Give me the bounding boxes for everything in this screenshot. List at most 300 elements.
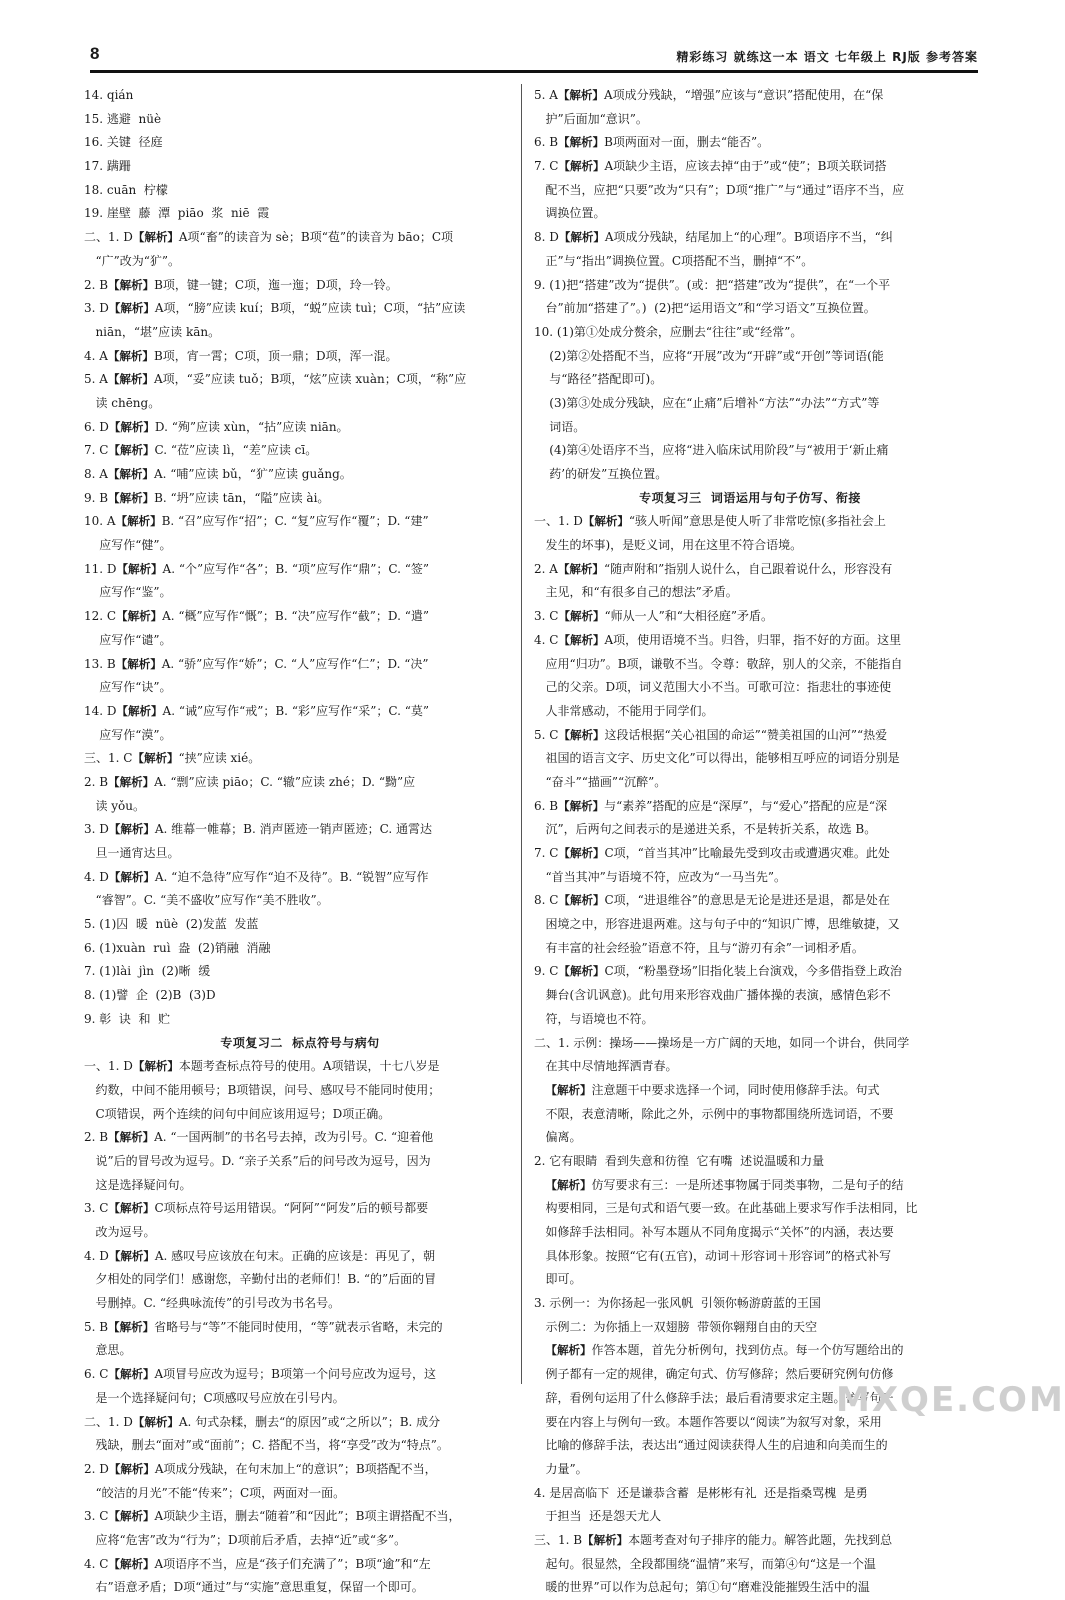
line-rest: A项成分残缺，“增强”应该与“意识”搭配使用，在“保 xyxy=(603,88,884,102)
answer-line xyxy=(84,226,516,250)
answer-line xyxy=(84,345,516,369)
analysis-label: 【解析】 xyxy=(108,1509,155,1524)
line-text: 一、1. D xyxy=(534,514,583,529)
line-text: 困境之中，形容进退两难。这与句子中的“知识广博，思维敏捷，又 xyxy=(534,917,900,932)
answer-line xyxy=(84,913,516,937)
line-text: 起句。很显然，全段都围绕“温情”来写，而第④句“这是一个温 xyxy=(534,1556,876,1571)
answer-line xyxy=(534,937,966,961)
line-text: 6. D xyxy=(84,419,109,434)
line-text: 己的父亲。D项，词义范围大小不当。可歌可泣：指悲壮的事迹使 xyxy=(534,680,892,695)
answer-line xyxy=(84,984,516,1008)
answer-line xyxy=(534,463,966,487)
analysis-label: 【解析】 xyxy=(108,869,155,884)
answer-line xyxy=(534,1434,966,1458)
answer-line xyxy=(84,724,516,748)
line-rest: A项，使用语境不当。归咎，归罪，指不好的方面。这里 xyxy=(604,632,902,647)
line-rest: A. “概”应写作“慨”；B. “决”应写作“截”；D. “遣” xyxy=(162,609,430,624)
analysis-label: 【解析】 xyxy=(558,964,605,979)
line-rest: A. “个”应写作“各”；B. “项”应写作“鼎”；C. “签” xyxy=(162,561,430,576)
answer-line xyxy=(534,226,966,250)
answer-line xyxy=(84,131,516,155)
analysis-label: 【解析】 xyxy=(108,1556,155,1571)
answer-line xyxy=(84,510,516,534)
analysis-label: 【解析】 xyxy=(108,774,155,789)
answer-line xyxy=(534,1458,966,1482)
answer-line xyxy=(534,1316,966,1340)
line-text: 7. C xyxy=(534,846,559,860)
line-text: 4. 是居高临下 还是谦恭含蓄 是彬彬有礼 还是指桑骂槐 是勇 xyxy=(534,1485,868,1500)
line-text: 3. C xyxy=(534,609,559,624)
answer-line xyxy=(84,487,516,511)
line-text: 三、1. C xyxy=(84,751,133,766)
answer-line xyxy=(534,676,966,700)
line-text: 4. D xyxy=(84,869,109,884)
page-header xyxy=(90,40,978,74)
line-rest: A项成分残缺，在句末加上“的意识”；B项搭配不当， xyxy=(154,1461,437,1476)
answer-line xyxy=(84,937,516,961)
answer-line xyxy=(534,747,966,771)
analysis-label: 【解析】 xyxy=(132,1414,179,1429)
analysis-label: 【解析】 xyxy=(108,1130,155,1145)
answer-line xyxy=(84,747,516,771)
line-rest: 与“素养”搭配的应是“深厚”，与“爱心”搭配的应是“深 xyxy=(604,798,888,813)
header-rule xyxy=(90,70,978,73)
answer-line xyxy=(84,795,516,819)
answer-line xyxy=(84,605,516,629)
answer-line xyxy=(84,1055,516,1079)
answer-line xyxy=(534,179,966,203)
line-text: 10. (1)第①处成分赘余，应删去“往往”或“经常”。 xyxy=(534,324,803,339)
answer-line xyxy=(534,274,966,298)
answer-line xyxy=(534,1174,966,1198)
line-text: 9. (1)把“搭建”改为“提供”。(或：把“搭建”改为“提供”，在“一个平 xyxy=(534,277,891,292)
line-text: 与“路径”搭配即可)。 xyxy=(534,372,663,387)
line-text: 3. C xyxy=(84,1509,109,1524)
answer-line xyxy=(534,392,966,416)
line-text: 比喻的修辞手法，表达出“通过阅读获得人生的启迪和向美而生的 xyxy=(534,1438,888,1453)
analysis-label: 【解析】 xyxy=(116,703,163,718)
analysis-label: 【解析】 xyxy=(545,1343,592,1358)
line-text: 配不当，应把“只要”改为“只有”；D项“推广”与“通过”语序不当，应 xyxy=(534,182,905,197)
line-rest: C项，“进退维谷”的意思是无论是进还是退，都是处在 xyxy=(604,893,890,908)
line-rest: A项，“妥”应读 tuǒ；B项，“炫”应读 xuàn；C项，“称”应 xyxy=(153,372,467,387)
line-text: (3)第③处成分残缺，应在“止痛”后增补“方法”“办法”“方式”等 xyxy=(534,395,880,410)
line-text: 8. A xyxy=(84,467,108,481)
analysis-label: 【解析】 xyxy=(545,1082,592,1097)
answer-line xyxy=(84,842,516,866)
answer-line xyxy=(84,108,516,132)
line-text: 要在内容上与例句一致。本题作答要以“阅读”为叙写对象，采用 xyxy=(534,1414,882,1429)
line-text: 11. D xyxy=(84,561,117,576)
answer-line xyxy=(534,250,966,274)
line-text: 祖国的语言文字、历史文化”可以得出，能够相互呼应的词语分别是 xyxy=(534,751,900,766)
answer-line xyxy=(84,392,516,416)
line-text: 主见，和“有很多自己的想法”矛盾。 xyxy=(534,585,738,600)
line-text: 即可。 xyxy=(534,1272,582,1287)
line-rest: “挟”应读 xié。 xyxy=(178,751,261,766)
answer-line xyxy=(84,653,516,677)
line-text: 6. B xyxy=(534,135,559,150)
answer-line xyxy=(84,1150,516,1174)
answer-line xyxy=(84,1553,516,1577)
answer-line xyxy=(534,581,966,605)
line-text: 于担当 还是怨天尤人 xyxy=(534,1509,662,1524)
line-text: 调换位置。 xyxy=(534,206,606,221)
answer-line xyxy=(84,558,516,582)
answer-line xyxy=(534,1505,966,1529)
left-column xyxy=(84,84,516,1600)
line-text xyxy=(534,1178,545,1192)
line-rest: 本题考查对句子排序的能力。解答此题，先找到总 xyxy=(628,1532,893,1547)
answer-line xyxy=(84,960,516,984)
line-text: 有丰富的社会经验”语意不符，且与“游刃有余”一词相矛盾。 xyxy=(534,940,864,955)
answer-line xyxy=(84,179,516,203)
line-text: 4. A xyxy=(84,348,108,363)
line-text: 是一个选择疑问句；C项感叹号应放在引号内。 xyxy=(84,1390,345,1405)
line-rest: A. 感叹号应该放在句末。正确的应该是：再见了，朝 xyxy=(154,1248,436,1263)
line-text: 偏离。 xyxy=(534,1130,582,1145)
answer-line xyxy=(534,345,966,369)
answer-line xyxy=(534,605,966,629)
line-text: 右”语意矛盾；D项“通过”与“实施”意思重复，保留一个即可。 xyxy=(84,1580,424,1595)
line-text: 二、1. 示例：操场——操场是一方广阔的天地，如同一个讲台，供同学 xyxy=(534,1035,910,1050)
line-text: 2. 它有眼睛 看到失意和彷徨 它有嘴 述说温暖和力量 xyxy=(534,1153,825,1168)
answer-line xyxy=(534,1576,966,1600)
answer-line xyxy=(84,84,516,108)
line-rest: 注意题干中要求选择一个词，同时使用修辞手法。句式 xyxy=(591,1082,880,1097)
line-text: 15. 逃避 nüè xyxy=(84,111,162,126)
line-rest: B项两面对一面，删去“能否”。 xyxy=(604,135,770,150)
answer-line xyxy=(84,1126,516,1150)
answer-line xyxy=(534,700,966,724)
answer-line xyxy=(534,321,966,345)
analysis-label: 【解析】 xyxy=(108,1367,155,1382)
line-text: 应写作“谴”。 xyxy=(84,632,172,647)
answer-line xyxy=(534,1482,966,1506)
line-rest: C项，“粉墨登场”旧指化装上台演戏，今多借指登上政治 xyxy=(604,964,902,979)
line-rest: A. “骄”应写作“娇”；C. “人”应写作“仁”；D. “决” xyxy=(161,656,429,671)
line-rest: A. 句式杂糅，删去“的原因”或“之所以”；B. 成分 xyxy=(178,1414,441,1429)
line-text: 应写作“鉴”。 xyxy=(84,585,172,600)
line-text: 5. B xyxy=(84,1319,109,1334)
line-text: 应用“归功”。B项，谦敬不当。令尊：敬辞，别人的父亲，不能指自 xyxy=(534,656,903,671)
answer-line xyxy=(84,202,516,226)
analysis-label: 【解析】 xyxy=(108,1461,155,1476)
analysis-label: 【解析】 xyxy=(108,1319,155,1334)
line-rest: A. 维幕一帷幕；B. 消声匿迹一销声匿迹；C. 通霄达 xyxy=(154,822,433,837)
answer-line xyxy=(84,321,516,345)
line-text: “首当其冲”与语境不符，应改为“一马当先”。 xyxy=(534,869,786,884)
line-text: 4. C xyxy=(84,1556,109,1571)
analysis-label: 【解析】 xyxy=(108,277,155,292)
analysis-label: 【解析】 xyxy=(108,822,155,837)
line-rest: A项，“膀”应读 kuí；B项，“蜕”应读 tuì；C项，“拈”应读 xyxy=(154,301,466,316)
answer-line xyxy=(84,297,516,321)
line-text: 在其中尽情地挥洒青春。 xyxy=(534,1059,678,1074)
line-text: 2. B xyxy=(84,277,109,292)
line-text: 二、1. D xyxy=(84,230,133,245)
answer-line xyxy=(84,1103,516,1127)
analysis-label: 【解析】 xyxy=(557,88,604,102)
line-text: 17. 蹒跚 xyxy=(84,159,131,174)
line-text: 9. B xyxy=(84,490,109,505)
line-text: 19. 崖壁 藤 潭 piāo 浆 niē 霞 xyxy=(84,206,270,221)
answer-line xyxy=(534,984,966,1008)
analysis-label: 【解析】 xyxy=(558,609,605,624)
answer-line xyxy=(534,653,966,677)
line-text: 夕相处的同学们！感谢您，辛勤付出的老师们！B. “的”后面的冒 xyxy=(84,1272,437,1287)
line-text: 符，与语境也不符。 xyxy=(534,1011,654,1026)
answer-line xyxy=(534,1103,966,1127)
answer-line xyxy=(84,1505,516,1529)
line-rest: 作答本题，首先分析例句，找到仿点。每一个仿写题给出的 xyxy=(591,1343,904,1358)
answer-line xyxy=(84,1387,516,1411)
answer-line xyxy=(84,866,516,890)
line-text: 应写作“诀”。 xyxy=(84,680,172,695)
answer-line xyxy=(534,510,966,534)
line-text: 8. D xyxy=(534,230,559,245)
answer-line xyxy=(534,771,966,795)
analysis-label: 【解析】 xyxy=(116,609,163,624)
answer-line xyxy=(84,463,516,487)
line-text: (4)第④处语序不当，应将“进入临床试用阶段”与“被用于‘新止痛 xyxy=(534,443,889,458)
line-text: 3. 示例一：为你扬起一张风帆 引领你畅游蔚蓝的王国 xyxy=(534,1296,821,1311)
line-text: “睿智”。C. “美不盛收”应写作“美不胜收”。 xyxy=(84,893,329,908)
line-text: 6. (1)xuàn ruì 盎 (2)销融 消融 xyxy=(84,940,271,955)
answer-line xyxy=(84,1339,516,1363)
answer-line xyxy=(534,1079,966,1103)
line-text: 5. (1)囚 暖 nüè (2)发蓝 发蓝 xyxy=(84,917,259,932)
answer-line xyxy=(84,1363,516,1387)
line-text: 辞，看例句运用了什么修辞手法；最后看清要求定主题。仿写句子 xyxy=(534,1390,894,1405)
line-rest: A. “诫”应写作“戒”；B. “彩”应写作“采”；C. “莫” xyxy=(162,703,430,718)
line-text: 残缺，删去“面对”或“面前”；C. 搭配不当，将“享受”改为“特点”。 xyxy=(84,1438,449,1453)
line-text: 9. C xyxy=(534,964,559,979)
analysis-label: 【解析】 xyxy=(115,656,162,671)
answer-line xyxy=(534,866,966,890)
line-text: 应写作“健”。 xyxy=(84,538,172,553)
line-text: 14. qián xyxy=(84,88,134,102)
answer-line xyxy=(84,1458,516,1482)
line-text: 例子都有一定的规律，确定句式、仿写修辞；然后要研究例句仿修 xyxy=(534,1367,894,1382)
line-text: 2. B xyxy=(84,774,109,789)
line-text: 人非常感动，不能用于同学们。 xyxy=(534,703,714,718)
analysis-label: 【解析】 xyxy=(558,135,605,150)
line-rest: C项标点符号运用错误。“阿阿”“阿发”后的顿号都要 xyxy=(154,1201,429,1216)
line-text: 3. D xyxy=(84,822,109,837)
line-text: 暖的世界”可以作为总起句；第①句“磨难没能摧毁生活中的温 xyxy=(534,1580,870,1595)
line-text: 6. B xyxy=(534,798,559,813)
answer-line xyxy=(84,629,516,653)
line-text: 8. (1)譬 企 (2)B (3)D xyxy=(84,988,216,1003)
line-rest: C项，“首当其冲”比喻最先受到攻击或遭遇灾难。此处 xyxy=(604,846,890,860)
answer-line xyxy=(84,1079,516,1103)
page-number: 8 xyxy=(90,44,100,63)
analysis-label: 【解析】 xyxy=(108,301,155,316)
answer-line xyxy=(534,84,966,108)
answer-line xyxy=(534,108,966,132)
line-text: 应将“危害”改为“行为”；D项前后矛盾，去掉“近”或“多”。 xyxy=(84,1532,407,1547)
answer-line xyxy=(534,1268,966,1292)
answer-line xyxy=(534,1126,966,1150)
answer-line xyxy=(84,1316,516,1340)
analysis-label: 【解析】 xyxy=(132,230,179,245)
line-rest: 这段话根据“关心祖国的命运”“赞美祖国的山河”“热爱 xyxy=(604,727,888,742)
line-text: 5. C xyxy=(534,727,559,742)
answer-line xyxy=(534,368,966,392)
line-text: 7. (1)lài jìn (2)晰 缓 xyxy=(84,964,211,979)
line-rest: “随声附和”指别人说什么，自己跟着说什么，形容没有 xyxy=(603,561,893,576)
line-text: 旦一通宵达旦。 xyxy=(84,846,180,860)
analysis-label: 【解析】 xyxy=(108,419,155,434)
section-heading: 专项复习二 标点符号与病句 xyxy=(220,1035,380,1050)
column-divider xyxy=(521,84,522,1384)
answer-line xyxy=(84,368,516,392)
line-text: 药’的研发”互换位置。 xyxy=(534,467,668,481)
answer-line xyxy=(534,155,966,179)
analysis-label: 【解析】 xyxy=(107,372,154,387)
line-text: 护”后面加“意识”。 xyxy=(534,111,648,126)
answer-line xyxy=(84,818,516,842)
line-text: “皎洁的月光”不能“传来”；C项，两面对一面。 xyxy=(84,1485,346,1500)
answer-line xyxy=(534,913,966,937)
line-rest: 省略号与“等”不能同时使用，“等”就表示省略，未完的 xyxy=(154,1319,443,1334)
section-heading: 专项复习三 词语运用与句子仿写、衔接 xyxy=(639,490,861,505)
line-text: 2. B xyxy=(84,1130,109,1145)
line-rest: B. “召”应写作“招”；C. “复”应写作“覆”；D. “建” xyxy=(161,514,429,529)
analysis-label: 【解析】 xyxy=(558,727,605,742)
line-text: 14. D xyxy=(84,703,117,718)
answer-line xyxy=(84,250,516,274)
line-text: 13. B xyxy=(84,656,116,671)
line-text: (2)第②处搭配不当，应将“开展”改为“开辟”或“开创”等词语(能 xyxy=(534,348,884,363)
analysis-label: 【解析】 xyxy=(558,846,605,860)
line-rest: A. “剽”应读 piāo；C. “辙”应读 zhé；D. “黝”应 xyxy=(154,774,416,789)
line-text: “广”改为“犷”。 xyxy=(84,253,180,268)
answer-line xyxy=(84,155,516,179)
line-text: 应写作“漠”。 xyxy=(84,727,172,742)
analysis-label: 【解析】 xyxy=(108,1248,155,1263)
answer-line xyxy=(84,534,516,558)
analysis-label: 【解析】 xyxy=(558,632,605,647)
answer-line xyxy=(534,558,966,582)
answer-line xyxy=(534,1339,966,1363)
line-text: 说”后的冒号改为逗号。D. “亲子关系”后的问号改为逗号，因为 xyxy=(84,1153,431,1168)
line-text: 读 yǒu。 xyxy=(84,798,145,813)
line-rest: A. “迫不急待”应写作“迫不及待”。B. “锐智”应写作 xyxy=(154,869,429,884)
line-rest: A项冒号应改为逗号；B项第一个问号应改为逗号，这 xyxy=(154,1367,436,1382)
analysis-label: 【解析】 xyxy=(107,467,154,481)
answer-line xyxy=(534,1150,966,1174)
answer-line xyxy=(534,818,966,842)
line-text xyxy=(534,1343,545,1357)
line-text: 二、1. D xyxy=(84,1414,133,1429)
watermark: MXQE.COM xyxy=(836,1380,1065,1420)
line-rest: “师从一人”和“大相径庭”矛盾。 xyxy=(604,609,773,624)
answer-line xyxy=(84,889,516,913)
line-text: 沉”，后两句之间表示的是递进关系，不是转折关系，故选 B。 xyxy=(534,822,877,837)
line-rest: A项“畜”的读音为 sè；B项“苞”的读音为 bāo；C项 xyxy=(178,230,454,245)
line-rest: A项缺少主语，删去“随着”和“因此”；B项主谓搭配不当， xyxy=(154,1509,461,1524)
answer-line xyxy=(84,1292,516,1316)
line-text: 一、1. D xyxy=(84,1059,133,1074)
line-text: 词语。 xyxy=(534,419,586,434)
line-text: 7. C xyxy=(534,159,559,174)
line-text: 8. C xyxy=(534,893,559,908)
analysis-label: 【解析】 xyxy=(108,1201,155,1216)
answer-line xyxy=(84,1221,516,1245)
line-text: 3. D xyxy=(84,301,109,316)
answer-line xyxy=(534,1245,966,1269)
analysis-label: 【解析】 xyxy=(558,159,605,174)
line-text: 4. C xyxy=(534,632,559,647)
answer-line xyxy=(534,724,966,748)
line-text xyxy=(534,1083,545,1097)
answer-line xyxy=(84,1576,516,1600)
answer-line xyxy=(534,1197,966,1221)
answer-line xyxy=(534,960,966,984)
analysis-label: 【解析】 xyxy=(582,514,629,529)
line-text: 具体形象。按照“它有(五官)，动词＋形容词＋形容词”的格式补写 xyxy=(534,1248,892,1263)
line-text: 18. cuān 柠檬 xyxy=(84,182,168,197)
line-text: 这是选择疑问句。 xyxy=(84,1177,192,1192)
answer-line xyxy=(534,1032,966,1056)
answer-line xyxy=(84,1245,516,1269)
line-text: 力量”。 xyxy=(534,1461,588,1476)
answer-line xyxy=(534,416,966,440)
right-column xyxy=(534,84,966,1600)
answer-line xyxy=(84,581,516,605)
analysis-label: 【解析】 xyxy=(132,751,179,766)
answer-line xyxy=(534,795,966,819)
line-text: 发生的坏事)，是贬义词，用在这里不符合语境。 xyxy=(534,538,803,553)
line-text: 三、1. B xyxy=(534,1532,583,1547)
line-text: 2. A xyxy=(534,561,558,576)
answer-line xyxy=(84,771,516,795)
line-text: 舞台(含讥讽意)。此句用来形容戏曲广播体操的表演，感情色彩不 xyxy=(534,988,891,1003)
analysis-label: 【解析】 xyxy=(108,443,155,458)
line-text: 2. D xyxy=(84,1461,109,1476)
line-text: 5. A xyxy=(84,372,108,387)
answer-line xyxy=(534,131,966,155)
line-rest: A. “一国两制”的书名号去掉，改为引号。C. “迎着他 xyxy=(154,1130,434,1145)
line-rest: 仿写要求有三：一是所述事物属于同类事物，二是句子的结 xyxy=(591,1177,904,1192)
analysis-label: 【解析】 xyxy=(115,514,162,529)
line-text: 示例二：为你插上一双翅膀 带领你翱翔自由的天空 xyxy=(534,1319,818,1334)
line-text: 读 chēng。 xyxy=(84,395,161,410)
line-text: 改为逗号。 xyxy=(84,1225,156,1239)
line-text: 3. C xyxy=(84,1201,109,1216)
answer-line xyxy=(84,676,516,700)
line-rest: “骇人听闻”意思是使人听了非常吃惊(多指社会上 xyxy=(628,514,886,529)
answer-line xyxy=(534,1221,966,1245)
answer-line xyxy=(84,1482,516,1506)
line-text: 7. C xyxy=(84,443,109,458)
answer-line xyxy=(534,1529,966,1553)
line-text: 16. 关键 径庭 xyxy=(84,135,163,150)
line-rest: A项成分残缺，结尾加上“的心理”。B项语序不当，“纠 xyxy=(604,230,893,245)
answer-line xyxy=(84,1268,516,1292)
analysis-label: 【解析】 xyxy=(582,1532,629,1547)
answer-line xyxy=(534,297,966,321)
answer-line xyxy=(84,1197,516,1221)
line-text: 10. A xyxy=(84,514,116,529)
line-rest: A项语序不当，应是“孩子们充满了”；B项“逾”和“左 xyxy=(154,1556,431,1571)
answer-line xyxy=(534,842,966,866)
line-text: 5. A xyxy=(534,88,558,102)
answer-line xyxy=(84,274,516,298)
answer-line xyxy=(84,1434,516,1458)
